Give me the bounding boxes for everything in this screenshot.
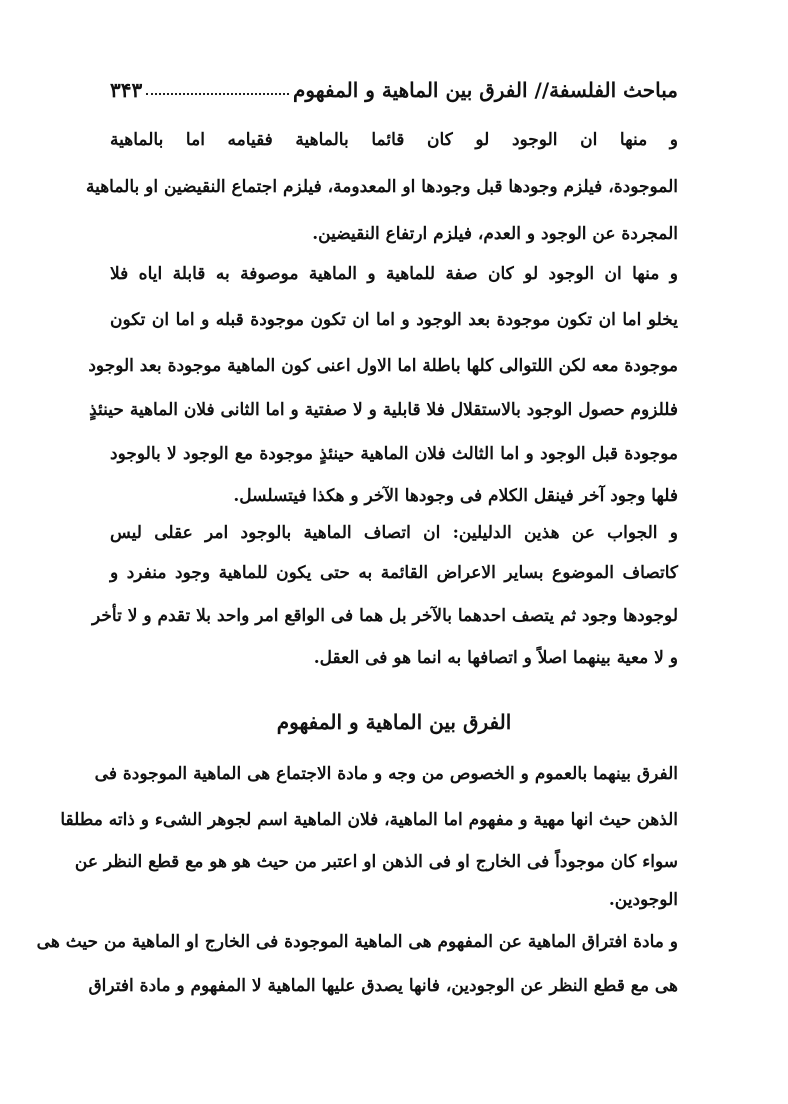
- paragraph-2-line-3: موجودة معه لكن اللتوالى كلها باطلة اما الاول اعنى كون الماهية موجودة بعد الوجود: [88, 356, 678, 376]
- section-paragraph-1-line-3: سواء كان موجوداً فى الخارج او فى الذهن او اعتبر من حيث هو هو مع قطع النظر عن: [74, 852, 678, 872]
- paragraph-2-line-6: فلها وجود آخر فينقل الكلام فى وجودها الآخر و هكذا فيتسلسل.: [233, 486, 678, 506]
- page-number: ٣۴٣: [110, 78, 143, 102]
- paragraph-3-line-4: و لا معية بينهما اصلاً و اتصافها به انما هو فى العقل.: [313, 648, 678, 668]
- paragraph-1-line-1: و منها ان الوجود لو كان قائما بالماهية فقيامه اما بالماهية: [110, 130, 678, 150]
- paragraph-3-line-2: كاتصاف الموضوع بساير الاعراض القائمة به حتى يكون للماهية وجود منفرد و: [110, 563, 678, 583]
- header-leader-dots: [146, 93, 289, 95]
- paragraph-2-line-5: موجودة قبل الوجود و اما الثالث فلان الماهية حينئذٍ موجودة مع الوجود لا بالوجود: [110, 444, 678, 464]
- running-header-title: مباحث الفلسفة// الفرق بين الماهية و المفهوم: [293, 78, 678, 102]
- section-paragraph-2-line-1: و مادة افتراق الماهية عن المفهوم هى الماهية الموجودة فى الخارج او الماهية من حيث هى: [36, 932, 678, 952]
- section-paragraph-1-line-2: الذهن حيث انها مهية و مفهوم اما الماهية، فلان الماهية اسم لجوهر الشىء و ذاته مطلقا: [60, 810, 678, 830]
- running-header: [110, 68, 678, 102]
- section-paragraph-1-line-4: الوجودين.: [608, 890, 678, 910]
- paragraph-2-line-2: يخلو اما ان تكون موجودة بعد الوجود و اما ان تكون موجودة قبله و اما ان تكون: [110, 310, 678, 330]
- paragraph-2-line-4: فللزوم حصول الوجود بالاستقلال فلا قابلية و لا صفتية و اما الثانى فلان الماهية حينئذٍ: [89, 400, 678, 420]
- section-paragraph-2-line-2: هى مع قطع النظر عن الوجودين، فانها يصدق عليها الماهية لا المفهوم و مادة افتراق: [88, 976, 678, 996]
- section-paragraph-1-line-1: الفرق بينهما بالعموم و الخصوص من وجه و مادة الاجتماع هى الماهية الموجودة فى: [94, 764, 678, 784]
- paragraph-1-line-3: المجردة عن الوجود و العدم، فيلزم ارتفاع النقيضين.: [312, 224, 678, 244]
- section-heading: الفرق بين الماهية و المفهوم: [276, 710, 512, 734]
- paragraph-3-line-1: و الجواب عن هذين الدليلين: ان اتصاف الماهية بالوجود امر عقلى ليس: [110, 523, 678, 543]
- paragraph-1-line-2: الموجودة، فيلزم وجودها قبل وجودها او المعدومة، فيلزم اجتماع النقيضين او بالماهية: [85, 177, 678, 197]
- paragraph-2-line-1: و منها ان الوجود لو كان صفة للماهية و الماهية موصوفة به قابلة اياه فلا: [110, 264, 678, 284]
- paragraph-3-line-3: لوجودها وجود ثم يتصف احدهما بالآخر بل هما فى الواقع امر واحد بلا تقدم و لا تأخر: [92, 606, 678, 626]
